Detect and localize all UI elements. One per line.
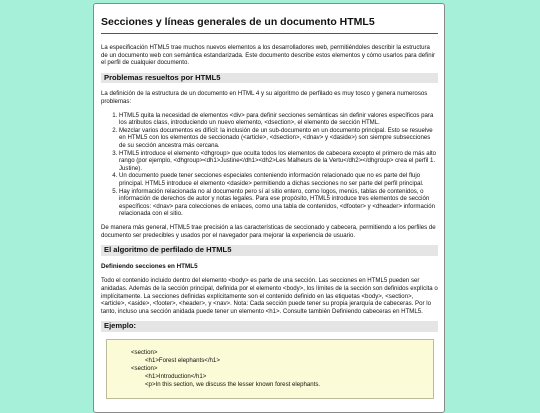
list-item: 4. Un documento puede tener secciones especiales conteniendo información relacionado que no es parte del flujo principal. HTML5 introduce el elemento <daside> permitiendo a dichas secciones no ser parte del perfil principal. [119, 172, 438, 187]
code-line: <h1>Forest elephants</h1> [145, 356, 220, 364]
intro-paragraph: La especificación HTML5 trae muchos nuevos elementos a los desarrolladores web, permitiéndoles describir la estructura de un documento web con semántica estandarizada. Este documento describe estos elementos y cómo usarlos para definir el perfil de cualquier documento. [101, 44, 435, 67]
problems-outro: De manera más general, HTML5 trae precisión a las características de seccionado y cabecera, permitiendo a los perfiles de documento ser predecibles y usados por el navegador para mejorar la experiencia de usuario. [101, 223, 436, 239]
document-page [93, 3, 445, 413]
list-item: 1. HTML5 quita la necesidad de elementos <div> para definir secciones semánticas sin definir valores específicos para los atributos class, introduciendo un nuevo elemento, <dsection>, el elemento de sección HTML. [119, 112, 438, 127]
code-line: <p>In this section, we discuss the lesser known forest elephants. [145, 380, 321, 388]
algorithm-subheading: Definiendo secciones en HTML5 [101, 262, 198, 270]
problems-list [101, 112, 438, 218]
code-example [106, 339, 434, 399]
code-line: <h1>Introduction</h1> [145, 372, 207, 380]
list-item: 5. Hay información relacionada no al documento pero sí al sitio entero, como logos, menús, tablas de contenidos, o información de derechos de autor y notas legales. Para ese propósito, HTML5 introduce tres elementos de sección específicos: <dnav> para colecciones de enlaces, como una tabla de contenidos, <dfooter> y <dheader> información relacionada con el sitio. [119, 188, 438, 218]
algorithm-body: Todo el contenido incluido dentro del elemento <body> es parte de una sección. Las secciones en HTML5 pueden ser anidadas. Además de la sección principal, definida por el elemento <body>, los límites de la sección son definidos explícita o implícitamente. La secciones definidas explícitamente son el contenido definido en las etiquetas <body>, <section>, <article>, <aside>, <footer>, <header>, y <nav>. Nota: Cada sección puede tener su propia jerarquía de cabeceras. Por lo tanto, incluso una sección anidada puede tener un elemento <h1>. Consulte también Definiendo cabeceras en HTML5. [101, 277, 438, 315]
problems-heading: Problemas resueltos por HTML5 [101, 73, 438, 84]
code-line: <section> [131, 348, 158, 356]
page-title: Secciones y líneas generales de un documento HTML5 [101, 16, 438, 34]
algorithm-heading: El algoritmo de perfilado de HTML5 [101, 245, 438, 256]
list-item: 3. HTML5 introduce el elemento <dhgroup> que oculta todos los elementos de cabecera excepto el primero de más alto rango (por ejemplo, <dhgroup><dh1>Justine</dh1><dh2>Les Malheurs de la Vertu</dh2></dhgroup> crea el perfil 1. Justine). [119, 150, 438, 173]
problems-intro: La definición de la estructura de un documento en HTML 4 y su algoritmo de perfilado es muy tosco y genera numerosos problemas: [101, 90, 428, 106]
example-heading: Ejemplo: [101, 321, 438, 332]
code-line: <section> [131, 364, 158, 372]
list-item: 2. Mezclar varios documentos es difícil: la inclusión de un sub-documento en un documento principal. Esto se resuelve en HTML5 con los elementos de seccionado (<article>, <dsection>, <dnav> y <daside>) son siempre subsecciones de su sección ancestra más cercana. [119, 127, 438, 150]
